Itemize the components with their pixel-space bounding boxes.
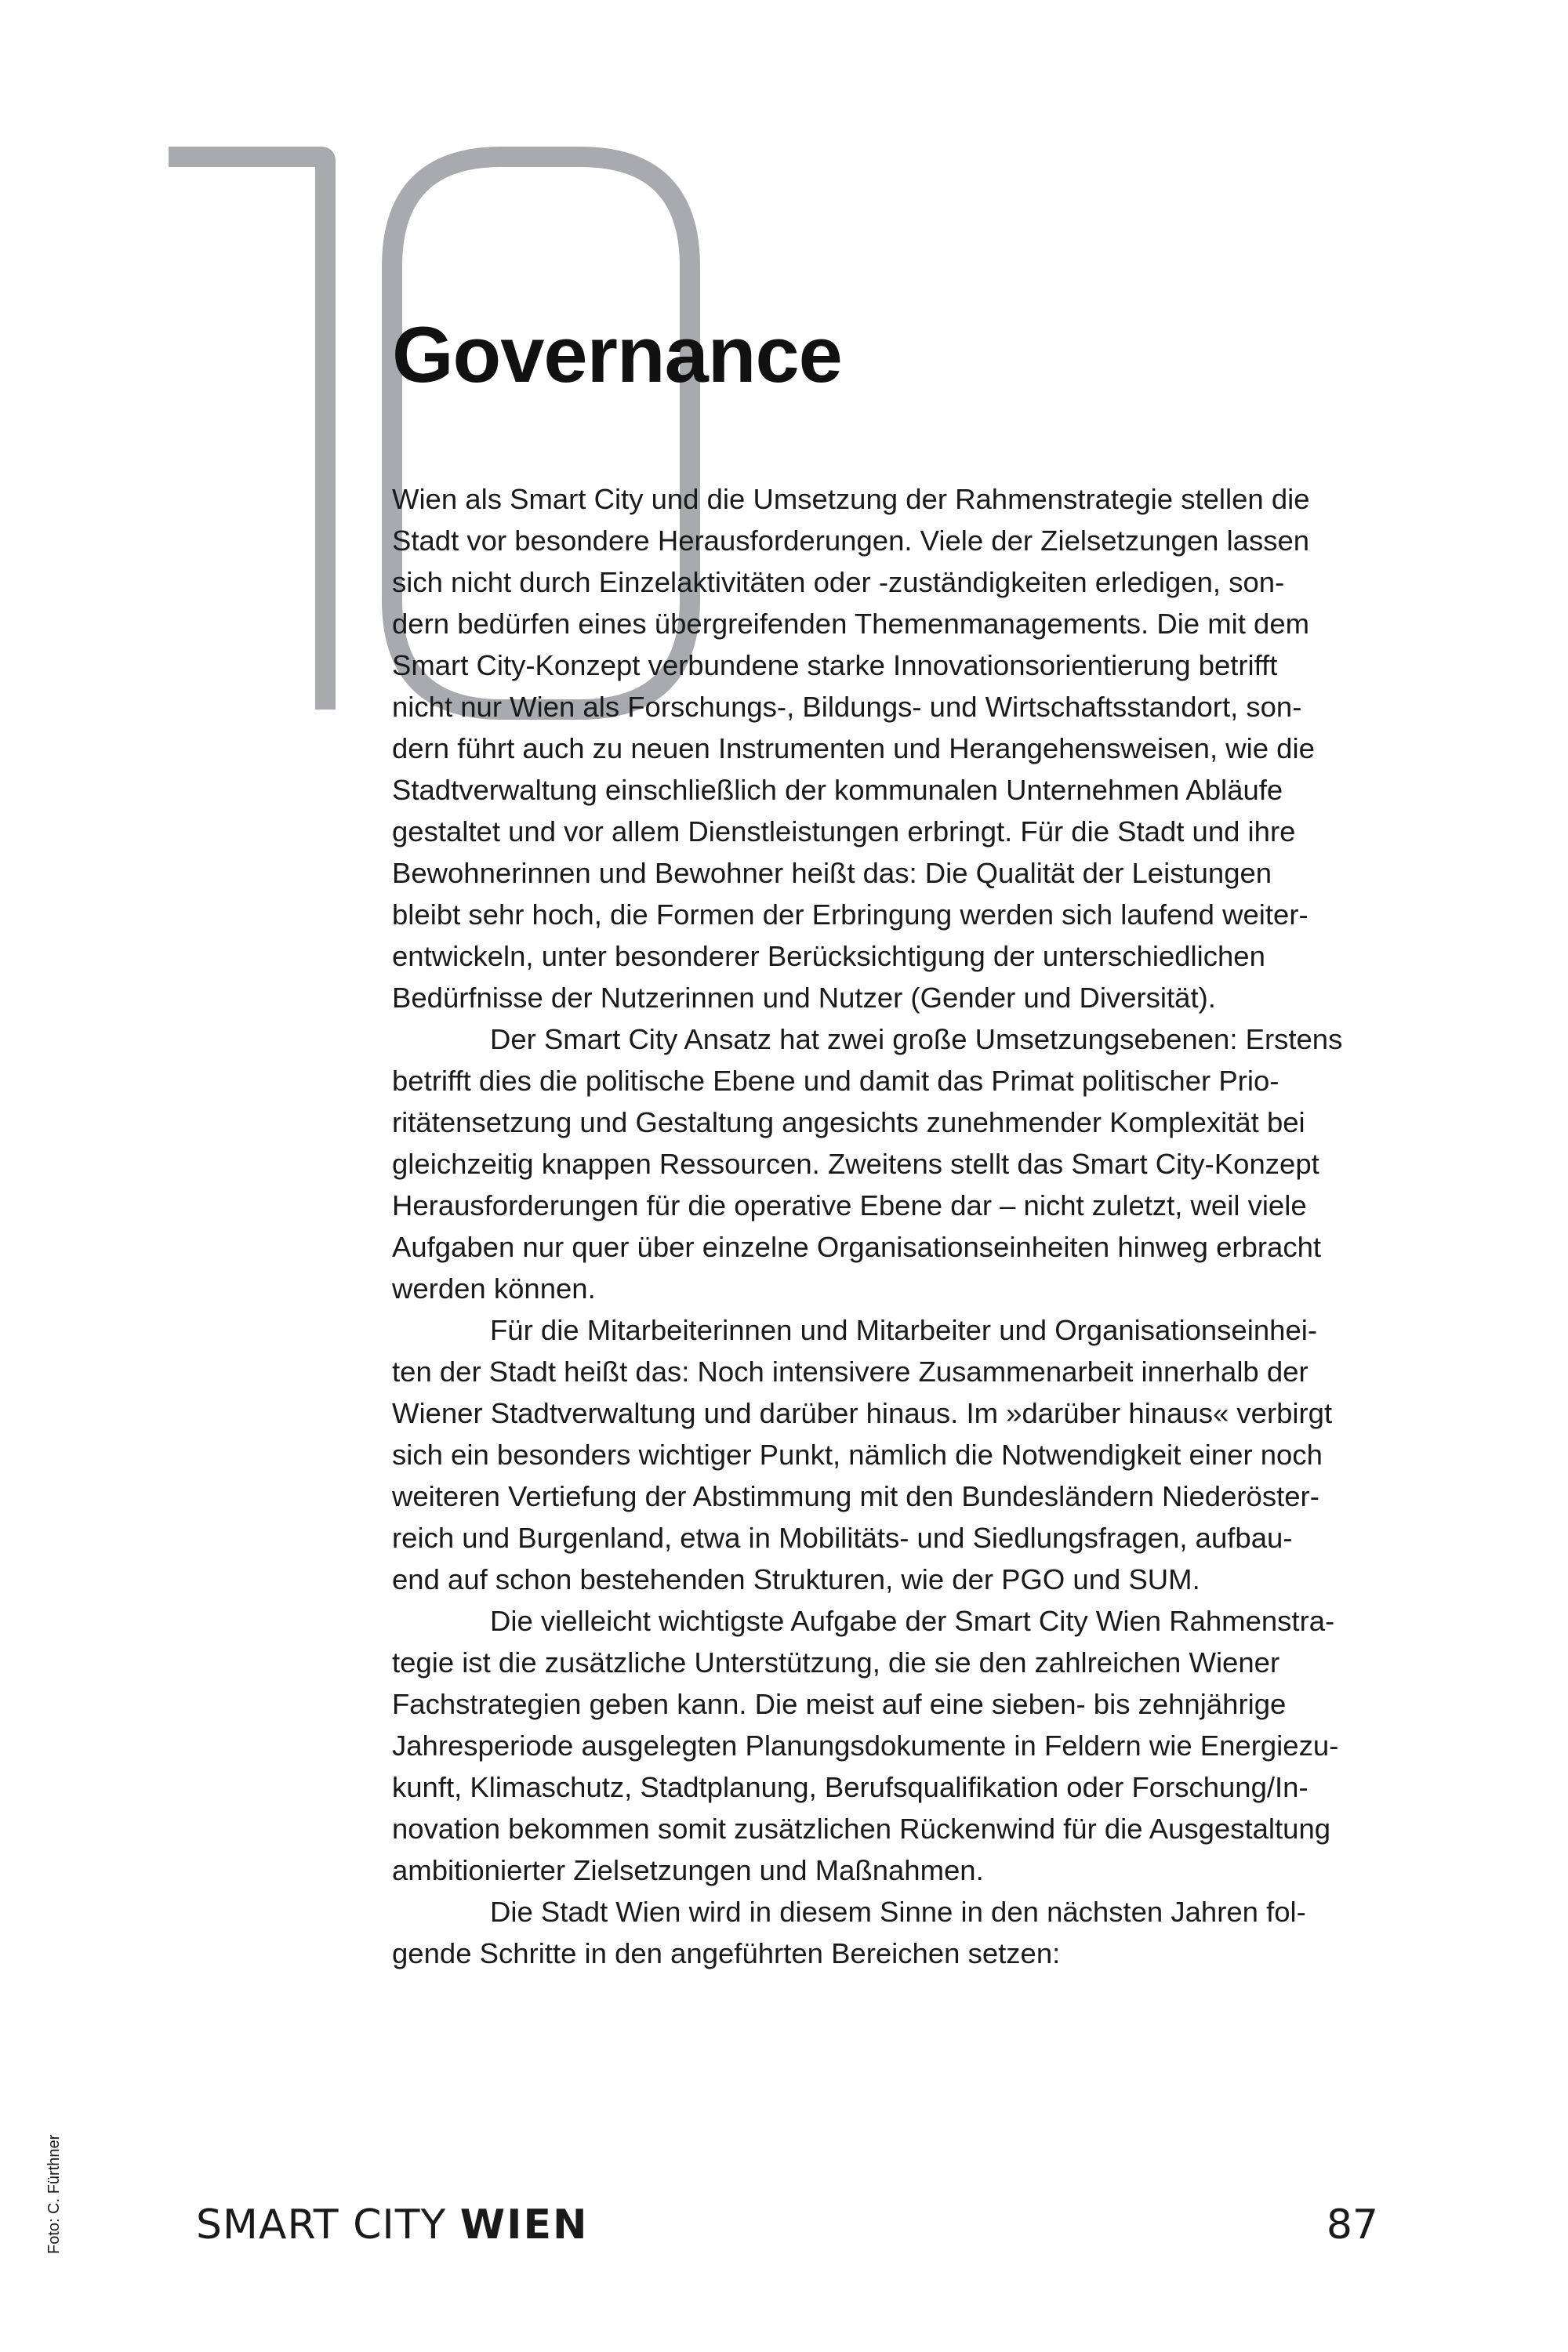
photo-credit: Foto: C. Fürthner: [45, 2134, 63, 2254]
footer-brand-light: SMART CITY: [196, 2201, 460, 2249]
body-text: [392, 478, 1392, 1974]
chapter-title: Governance: [392, 311, 842, 399]
footer-brand: [196, 2201, 589, 2249]
footer-brand-bold: WIEN: [459, 2201, 589, 2249]
paragraph-2: Der Smart City Ansatz hat zwei große Umsetzungsebenen: Erstens betrifft dies die politische Ebene und damit das Primat politischer Prio- ritätensetzung und Gestaltung angesichts zunehmender Komplexität bei gleichzeitig knappen Ressourcen. Zweitens stellt das Smart City-Konzept Herausforderungen für die operative Ebene dar – nicht zuletzt, weil viele Aufgaben nur quer über einzelne Organisationseinheiten hinweg erbracht werden können.: [392, 1023, 1343, 1305]
page-number: 87: [1326, 2201, 1378, 2249]
paragraph-4: Die vielleicht wichtigste Aufgabe der Smart City Wien Rahmenstra- tegie ist die zusätzliche Unterstützung, die sie den zahlreichen Wiener Fachstrategien geben kann. Die meist auf eine sieben- bis zehnjährige Jahresperiode ausgelegten Planungsdokumente in Feldern wie Energiezu- kunft, Klimaschutz, Stadtplanung, Berufsqualifikation oder Forschung/In- novation bekommen somit zusätzlichen Rückenwind für die Ausgestaltung ambitionierter Zielsetzungen und Maßnahmen.: [392, 1605, 1339, 1886]
paragraph-5: Die Stadt Wien wird in diesem Sinne in den nächsten Jahren fol- gende Schritte in den angeführten Bereichen setzen:: [392, 1896, 1306, 1969]
chapter-number-digit-one: [169, 157, 325, 710]
paragraph-1: Wien als Smart City und die Umsetzung der Rahmenstrategie stellen die Stadt vor besondere Herausforderungen. Viele der Zielsetzungen lassen sich nicht durch Einzelaktivitäten oder -zuständigkeiten erledigen, son- dern bedürfen eines übergreifenden Themenmanagements. Die mit dem Smart City-Konzept verbundene starke Innovationsorientierung betrifft nicht nur Wien als Forschungs-, Bildungs- und Wirtschaftsstandort, son- dern führt auch zu neuen Instrumenten und Herangehensweisen, wie die Stadtverwaltung einschließlich der kommunalen Unternehmen Abläufe gestaltet und vor allem Dienstleistungen erbringt. Für die Stadt und ihre Bewohnerinnen und Bewohner heißt das: Die Qualität der Leistungen bleibt sehr hoch, die Formen der Erbringung werden sich laufend weiter- entwickeln, unter besonderer Berücksichtigung der unterschiedlichen Bedürfnisse der Nutzerinnen und Nutzer (Gender und Diversität).: [392, 483, 1315, 1014]
paragraph-3: Für die Mitarbeiterinnen und Mitarbeiter und Organisationseinhei- ten der Stadt heißt das: Noch intensivere Zusammenarbeit innerhalb der Wiener Stadtverwaltung und darüber hinaus. Im »darüber hinaus« verbirgt sich ein besonders wichtiger Punkt, nämlich die Notwendigkeit einer noch weiteren Vertiefung der Abstimmung mit den Bundesländern Niederöster- reich und Burgenland, etwa in Mobilitäts- und Siedlungsfragen, aufbau- end auf schon bestehenden Strukturen, wie der PGO und SUM.: [392, 1314, 1333, 1595]
